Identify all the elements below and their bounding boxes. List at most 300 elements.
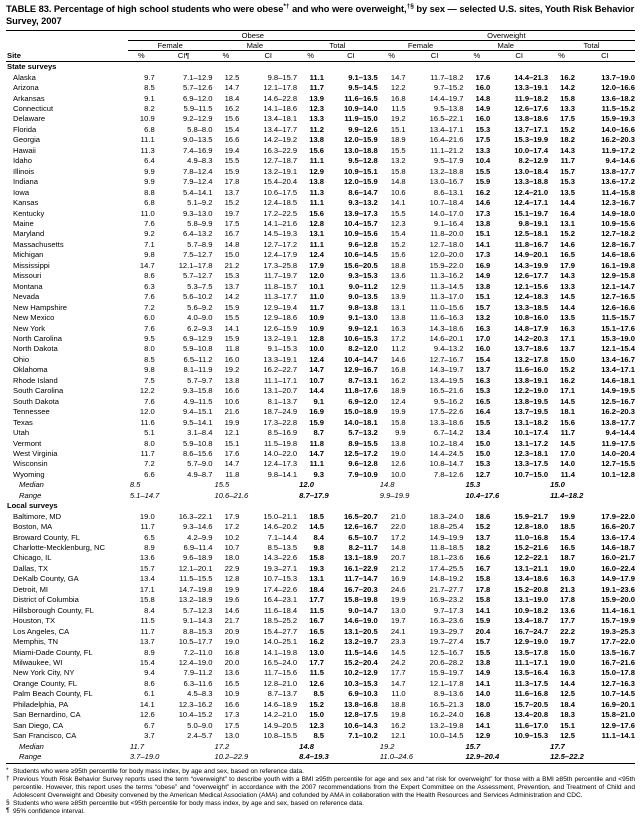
value-ci-6: 16.2–20.3 xyxy=(601,407,635,417)
column-header-pct-6: % xyxy=(558,51,565,61)
row-site-label: New Hampshire xyxy=(13,302,68,312)
table-row xyxy=(6,188,635,198)
summary-value-5: 12.9–20.4 xyxy=(465,752,500,762)
value-ci-6: 13.5–16.7 xyxy=(601,647,635,657)
value-pct-6: 18.5 xyxy=(560,522,575,532)
column-header-ci-5: CI xyxy=(515,51,523,61)
value-pct-3: 16.9 xyxy=(309,407,324,417)
value-pct-2: 17.9 xyxy=(224,511,240,521)
value-pct-4: 18.9 xyxy=(390,386,406,396)
value-ci-6: 10.1–12.8 xyxy=(601,469,635,479)
value-pct-3: 8.4 xyxy=(313,532,324,542)
value-ci-1: 9.0–13.5 xyxy=(182,135,213,145)
value-pct-2: 17.8 xyxy=(224,177,240,187)
summary-ci-6 xyxy=(575,491,635,501)
value-ci-3: 11.5–14.6 xyxy=(344,647,378,657)
value-ci-6: 16.1–19.8 xyxy=(601,260,635,270)
value-ci-2: 17.2–22.5 xyxy=(263,208,298,218)
row-site-label: North Dakota xyxy=(13,344,58,354)
table-row xyxy=(6,250,635,260)
value-ci-6: 12.6–16.6 xyxy=(601,302,635,312)
value-pct-5: 13.8 xyxy=(475,658,491,668)
value-pct-5: 16.0 xyxy=(475,114,491,124)
data-table xyxy=(6,30,635,765)
value-ci-6: 9.4–14.6 xyxy=(605,156,635,166)
value-pct-3: 13.8 xyxy=(309,135,324,145)
table-row xyxy=(6,125,635,135)
value-ci-2: 14.2–19.2 xyxy=(263,135,298,145)
value-ci-3: 12.6–16.7 xyxy=(343,522,378,532)
value-pct-2: 19.4 xyxy=(224,145,240,155)
table-row xyxy=(6,522,635,532)
value-ci-2: 12.1–17.8 xyxy=(263,83,298,93)
value-pct-5: 16.0 xyxy=(475,344,491,354)
value-pct-3: 11.5 xyxy=(309,668,324,678)
value-ci-2: 13.1–20.7 xyxy=(263,386,298,396)
value-pct-2: 14.2 xyxy=(224,292,240,302)
table-header xyxy=(6,31,635,62)
value-pct-1: 15.4 xyxy=(139,658,155,668)
value-pct-2: 19.0 xyxy=(224,637,240,647)
group-header-overweight: Overweight xyxy=(378,31,635,41)
value-pct-5: 18.6 xyxy=(475,511,491,521)
value-ci-5: 10.7–15.0 xyxy=(514,469,549,479)
row-site-label: Palm Beach County, FL xyxy=(13,689,93,699)
value-pct-2: 15.5 xyxy=(224,156,240,166)
value-ci-2: 15.0–21.1 xyxy=(263,511,298,521)
value-ci-6: 15.3–19.0 xyxy=(601,333,635,343)
value-ci-5: 10.9–15.3 xyxy=(514,731,549,741)
value-ci-2: 14.6–22.8 xyxy=(263,93,298,103)
value-pct-5: 15.0 xyxy=(475,438,491,448)
value-pct-1: 7.2 xyxy=(144,459,155,469)
table-row xyxy=(6,700,635,710)
value-ci-4: 11.3–16.2 xyxy=(430,271,464,281)
value-ci-3: 13.2–19.7 xyxy=(343,637,378,647)
value-pct-1: 15.7 xyxy=(139,563,155,573)
value-ci-1: 5.7–9.7 xyxy=(187,375,213,385)
value-pct-1: 14.7 xyxy=(139,260,155,270)
value-pct-2: 13.0 xyxy=(224,731,240,741)
row-site-label: Boston, MA xyxy=(13,522,53,532)
value-ci-5: 15.2–21.6 xyxy=(514,543,549,553)
value-ci-5: 14.2–20.3 xyxy=(514,333,549,343)
value-pct-3: 13.9 xyxy=(309,93,324,103)
value-pct-6: 15.2 xyxy=(560,229,575,239)
value-ci-5: 13.2–17.8 xyxy=(514,354,549,364)
summary-value-1: 5.1–14.7 xyxy=(129,490,160,500)
row-site-label: Florida xyxy=(13,124,37,134)
value-pct-6: 14.6 xyxy=(560,239,575,249)
value-pct-5: 14.9 xyxy=(475,271,491,281)
value-ci-3: 9.3–13.2 xyxy=(348,198,378,208)
value-ci-4: 9.7–17.3 xyxy=(433,605,464,615)
value-ci-4: 16.5–21.3 xyxy=(429,699,464,709)
value-pct-1: 8.9 xyxy=(144,543,155,553)
value-ci-4: 14.3–19.7 xyxy=(429,365,464,375)
value-pct-1: 19.0 xyxy=(139,511,155,521)
value-ci-1: 5.6–9.2 xyxy=(187,302,213,312)
value-ci-4: 14.3–18.6 xyxy=(429,323,464,333)
table-row xyxy=(6,543,635,553)
summary-value-4: 11.0–24.6 xyxy=(379,752,413,762)
value-pct-6: 21.3 xyxy=(560,584,575,594)
value-pct-2: 17.3 xyxy=(224,710,240,720)
row-site-label: Indiana xyxy=(13,177,38,187)
value-pct-2: 15.6 xyxy=(224,114,240,124)
summary-label: Median xyxy=(19,480,44,490)
value-ci-6: 13.6–17.4 xyxy=(601,532,635,542)
value-pct-5: 18.2 xyxy=(475,543,491,553)
table-row xyxy=(6,689,635,699)
value-pct-5: 16.3 xyxy=(475,323,491,333)
value-pct-6: 15.2 xyxy=(560,365,575,375)
value-pct-3: 11.8 xyxy=(309,438,324,448)
row-site-label: Rhode Island xyxy=(13,375,58,385)
value-pct-6: 16.5 xyxy=(560,543,575,553)
value-ci-3: 11.8–17.6 xyxy=(344,386,378,396)
value-ci-6: 11.5–15.2 xyxy=(601,104,635,113)
table-row xyxy=(6,595,635,605)
value-ci-1: 7.9–11.2 xyxy=(183,668,213,678)
value-ci-5: 13.0–18.4 xyxy=(514,166,549,176)
value-ci-1: 5.9–10.8 xyxy=(182,344,213,354)
value-ci-5: 13.4–18.6 xyxy=(514,574,549,584)
value-pct-5: 14.1 xyxy=(475,239,491,249)
table-row xyxy=(6,219,635,229)
summary-ci-4 xyxy=(406,480,464,490)
value-pct-2: 15.0 xyxy=(224,250,240,260)
value-pct-5: 17.3 xyxy=(475,250,491,260)
value-pct-1: 12.0 xyxy=(139,407,155,417)
value-ci-3: 10.3–15.3 xyxy=(343,678,378,688)
value-ci-2: 13.4–17.7 xyxy=(263,124,298,134)
table-row xyxy=(6,574,635,584)
value-ci-3: 10.6–15.3 xyxy=(343,333,378,343)
value-pct-6: 16.2 xyxy=(560,72,575,82)
value-ci-4: 16.3–23.6 xyxy=(429,616,464,626)
value-ci-5: 12.8–18.0 xyxy=(514,522,549,532)
row-site-label: Utah xyxy=(13,428,30,438)
value-pct-3: 17.9 xyxy=(309,260,324,270)
value-ci-2: 14.0–22.0 xyxy=(263,448,298,458)
value-ci-2: 14.6–20.2 xyxy=(263,522,298,532)
value-pct-2: 10.9 xyxy=(224,689,240,699)
value-ci-6: 14.0–20.4 xyxy=(601,448,635,458)
row-site-label: Alaska xyxy=(13,72,36,82)
summary-ci-1 xyxy=(155,480,213,490)
table-row xyxy=(6,658,635,668)
value-ci-2: 19.3–27.1 xyxy=(263,563,298,573)
value-pct-1: 8.5 xyxy=(144,354,155,364)
value-pct-3: 14.7 xyxy=(309,448,324,458)
value-pct-6: 19.7 xyxy=(560,637,575,647)
value-ci-4: 16.2–24.0 xyxy=(429,710,464,720)
value-ci-4: 12.7–16.7 xyxy=(429,354,464,364)
value-pct-4: 19.7 xyxy=(390,616,406,626)
table-row xyxy=(6,449,635,459)
value-pct-6: 13.7 xyxy=(560,344,575,354)
value-pct-4: 13.0 xyxy=(390,605,406,615)
value-pct-1: 6.8 xyxy=(144,198,155,208)
value-pct-5: 14.6 xyxy=(475,198,491,208)
value-pct-4: 19.8 xyxy=(390,710,406,720)
value-pct-3: 12.3 xyxy=(309,720,324,730)
value-pct-2: 22.9 xyxy=(224,563,240,573)
value-pct-5: 13.2 xyxy=(475,313,491,323)
value-ci-6: 16.9–20.1 xyxy=(601,699,635,709)
value-ci-6: 19.3–25.3 xyxy=(601,626,635,636)
value-pct-1: 9.2 xyxy=(144,229,155,239)
value-ci-2: 10.7–15.3 xyxy=(263,574,298,584)
value-pct-6: 19.9 xyxy=(560,511,575,521)
value-pct-6: 22.2 xyxy=(560,626,575,636)
summary-value-2: 15.5 xyxy=(214,480,230,490)
value-ci-4: 16.5–21.6 xyxy=(429,386,464,396)
value-ci-4: 17.4–25.5 xyxy=(429,563,464,573)
value-ci-2: 11.7–19.7 xyxy=(263,271,298,281)
value-pct-2: 13.7 xyxy=(224,281,240,291)
summary-ci-3 xyxy=(324,752,378,763)
value-ci-4: 13.4–17.1 xyxy=(429,124,464,134)
value-ci-4: 9.5–17.9 xyxy=(433,156,464,166)
value-pct-2: 15.3 xyxy=(224,271,240,281)
value-pct-4: 12.3 xyxy=(390,218,406,228)
value-pct-4: 24.6 xyxy=(390,584,406,594)
footnote-3 xyxy=(6,800,635,808)
value-ci-4: 15.9–19.7 xyxy=(429,668,464,678)
value-pct-6: 13.3 xyxy=(560,281,575,291)
value-ci-1: 12.1–20.1 xyxy=(178,563,213,573)
value-ci-6: 9.4–14.4 xyxy=(605,428,635,438)
value-ci-1: 4.9–8.3 xyxy=(187,156,213,166)
row-site-label: DeKalb County, GA xyxy=(13,574,79,584)
value-ci-5: 12.2–22.1 xyxy=(514,553,549,563)
value-pct-1: 14.1 xyxy=(139,699,155,709)
value-pct-6: 13.5 xyxy=(560,313,575,323)
value-pct-5: 13.7 xyxy=(475,365,491,375)
value-pct-2: 20.9 xyxy=(224,626,240,636)
table-row xyxy=(6,209,635,219)
table-row xyxy=(6,114,635,124)
value-ci-5: 8.2–12.9 xyxy=(518,156,549,166)
subgroup-obese-total: Total xyxy=(297,41,378,51)
value-pct-6: 12.5 xyxy=(560,689,575,699)
value-ci-6: 11.9–17.5 xyxy=(601,438,635,448)
value-ci-4: 12.1–17.8 xyxy=(429,678,464,688)
row-site-label: Milwaukee, WI xyxy=(13,658,63,668)
value-pct-1: 8.4 xyxy=(144,605,155,615)
value-pct-2: 15.4 xyxy=(224,124,240,134)
value-pct-4: 19.9 xyxy=(390,595,406,605)
value-pct-3: 12.0 xyxy=(309,271,324,281)
median-row xyxy=(6,480,635,490)
table-row xyxy=(6,104,635,114)
value-ci-4: 14.6–20.1 xyxy=(429,333,464,343)
table-row xyxy=(6,292,635,302)
value-ci-6: 13.6–17.2 xyxy=(601,177,635,187)
table-row xyxy=(6,710,635,720)
row-site-label: Arizona xyxy=(13,83,39,93)
row-site-label: New York City, NY xyxy=(13,668,75,678)
value-ci-4: 16.4–21.6 xyxy=(429,135,464,145)
value-ci-3: 13.8–16.8 xyxy=(343,699,378,709)
value-pct-5: 15.8 xyxy=(475,574,491,584)
value-ci-4: 21.7–27.7 xyxy=(429,584,464,594)
value-pct-6: 15.7 xyxy=(560,166,575,176)
value-ci-2: 17.4–22.6 xyxy=(263,584,298,594)
value-pct-6: 15.2 xyxy=(560,124,575,134)
table-row xyxy=(6,376,635,386)
summary-value-5: 15.7 xyxy=(465,741,481,751)
value-ci-1: 9.3–15.8 xyxy=(182,386,213,396)
value-ci-3: 16.1–22.9 xyxy=(343,563,378,573)
value-ci-5: 11.0–16.8 xyxy=(514,532,549,542)
value-ci-3: 6.5–10.7 xyxy=(348,532,378,542)
row-site-label: Memphis, TN xyxy=(13,637,59,647)
row-site-label: San Diego, CA xyxy=(13,720,64,730)
value-pct-1: 6.1 xyxy=(144,689,155,699)
title-suffix: by sex — selected U.S. sites, Youth Risk Behavior Survey, 2007 xyxy=(6,4,635,26)
value-ci-1: 9.3–14.6 xyxy=(182,522,213,532)
value-pct-6: 19.0 xyxy=(560,563,575,573)
value-pct-6: 11.7 xyxy=(560,428,575,438)
value-pct-3: 11.0 xyxy=(309,292,324,302)
value-ci-2: 13.4–18.1 xyxy=(263,114,298,124)
value-pct-3: 17.7 xyxy=(309,658,324,668)
table-row xyxy=(6,229,635,239)
value-ci-6: 11.4–16.1 xyxy=(601,605,635,615)
value-ci-1: 5.3–7.5 xyxy=(187,281,213,291)
value-pct-5: 16.0 xyxy=(475,83,491,93)
value-pct-3: 18.4 xyxy=(309,584,324,594)
value-ci-5: 13.3–17.5 xyxy=(514,459,549,469)
value-ci-2: 14.3–22.6 xyxy=(263,553,298,563)
value-ci-5: 13.4–20.8 xyxy=(514,710,549,720)
value-ci-6: 15.0–17.8 xyxy=(601,668,635,678)
row-site-label: Mississippi xyxy=(13,260,50,270)
value-ci-4: 13.0–16.7 xyxy=(429,177,464,187)
value-ci-4: 16.5–22.1 xyxy=(429,114,464,124)
value-pct-5: 20.4 xyxy=(475,626,491,636)
value-ci-2: 18.7–24.9 xyxy=(263,407,298,417)
value-pct-4: 15.5 xyxy=(390,145,406,155)
value-pct-1: 7.2 xyxy=(144,302,155,312)
value-ci-6: 15.9–19.3 xyxy=(601,114,635,124)
subgroup-obese-male: Male xyxy=(213,41,298,51)
section-label: Local surveys xyxy=(7,501,58,511)
value-pct-4: 13.9 xyxy=(390,292,406,302)
value-ci-1: 4.5–8.3 xyxy=(187,689,213,699)
value-pct-1: 13.4 xyxy=(139,574,155,584)
summary-value-6: 15.0 xyxy=(550,480,565,490)
value-pct-5: 15.5 xyxy=(475,166,491,176)
value-ci-5: 11.6–16.8 xyxy=(514,689,549,699)
footnote-4 xyxy=(6,808,635,816)
value-ci-4: 17.5–22.6 xyxy=(429,407,464,417)
value-pct-6: 18.3 xyxy=(560,710,575,720)
summary-ci-2 xyxy=(239,480,297,490)
value-pct-1: 11.6 xyxy=(140,417,155,427)
value-ci-3: 16.5–20.7 xyxy=(343,511,378,521)
value-ci-5: 15.2–20.8 xyxy=(514,584,549,594)
value-ci-4: 18.8–25.4 xyxy=(429,522,464,532)
value-ci-2: 12.9–18.6 xyxy=(263,313,298,323)
row-site-label: Broward County, FL xyxy=(13,532,80,542)
table-row xyxy=(6,616,635,626)
value-pct-5: 15.0 xyxy=(475,448,491,458)
summary-value-2: 17.2 xyxy=(214,741,230,751)
value-ci-5: 12.2–19.0 xyxy=(514,386,549,396)
value-pct-1: 6.5 xyxy=(144,532,155,542)
value-pct-6: 15.1 xyxy=(560,720,575,730)
subgroup-overweight-male: Male xyxy=(463,41,548,51)
section-label: State surveys xyxy=(7,62,57,72)
value-ci-3: 11.6–16.5 xyxy=(344,93,378,103)
row-site-label: Houston, TX xyxy=(13,616,56,626)
footnote-text: 95% confidence interval. xyxy=(13,808,85,816)
value-ci-4: 12.5–16.7 xyxy=(429,647,464,657)
value-pct-4: 14.1 xyxy=(390,198,406,208)
column-header-pct-3: % xyxy=(307,51,314,61)
value-pct-3: 11.1 xyxy=(309,459,324,469)
value-ci-2: 9.1–15.3 xyxy=(267,344,298,354)
summary-value-1: 3.7–19.0 xyxy=(129,752,160,762)
value-pct-1: 8.2 xyxy=(144,104,155,113)
value-ci-6: 14.6–18.1 xyxy=(601,375,635,385)
value-pct-6: 17.9 xyxy=(560,260,575,270)
value-ci-5: 11.8–16.7 xyxy=(514,239,549,249)
row-site-label: Connecticut xyxy=(13,104,54,113)
row-site-label: Vermont xyxy=(13,438,42,448)
value-pct-5: 16.3 xyxy=(475,375,491,385)
summary-label: Range xyxy=(19,490,42,500)
value-ci-4: 11.3–14.5 xyxy=(430,281,464,291)
value-pct-3: 10.0 xyxy=(309,344,324,354)
value-pct-5: 14.1 xyxy=(475,605,491,615)
value-pct-6: 16.2 xyxy=(560,375,575,385)
value-ci-2: 12.4–17.9 xyxy=(263,250,298,260)
summary-ci-1 xyxy=(155,742,213,752)
value-pct-4: 12.2 xyxy=(390,83,406,93)
value-pct-6: 14.3 xyxy=(560,145,575,155)
value-pct-4: 19.9 xyxy=(390,407,406,417)
value-ci-4: 8.6–13.1 xyxy=(433,187,464,197)
value-ci-2: 10.6–17.5 xyxy=(263,187,298,197)
value-pct-1: 11.7 xyxy=(140,626,155,636)
table-row xyxy=(6,240,635,250)
value-pct-4: 13.1 xyxy=(390,302,406,312)
value-pct-1: 13.6 xyxy=(139,553,155,563)
value-ci-2: 14.1–18.6 xyxy=(263,104,298,113)
value-ci-1: 4.9–8.7 xyxy=(187,469,213,479)
value-pct-6: 15.3 xyxy=(560,177,575,187)
value-pct-4: 12.4 xyxy=(390,396,406,406)
value-ci-4: 7.8–12.6 xyxy=(433,469,464,479)
value-pct-4: 20.7 xyxy=(390,553,406,563)
footnote-2 xyxy=(6,776,635,800)
table-row xyxy=(6,533,635,543)
value-ci-6: 12.1–15.4 xyxy=(601,344,635,354)
value-ci-5: 13.3–19.1 xyxy=(514,83,549,93)
value-ci-3: 15.6–20.5 xyxy=(343,260,378,270)
value-ci-1: 5.7–12.7 xyxy=(182,271,213,281)
value-pct-2: 13.8 xyxy=(224,375,240,385)
value-ci-4: 16.9–23.2 xyxy=(429,595,464,605)
summary-value-5: 15.3 xyxy=(465,480,481,490)
value-pct-2: 16.5 xyxy=(224,678,240,688)
table-row xyxy=(6,606,635,616)
